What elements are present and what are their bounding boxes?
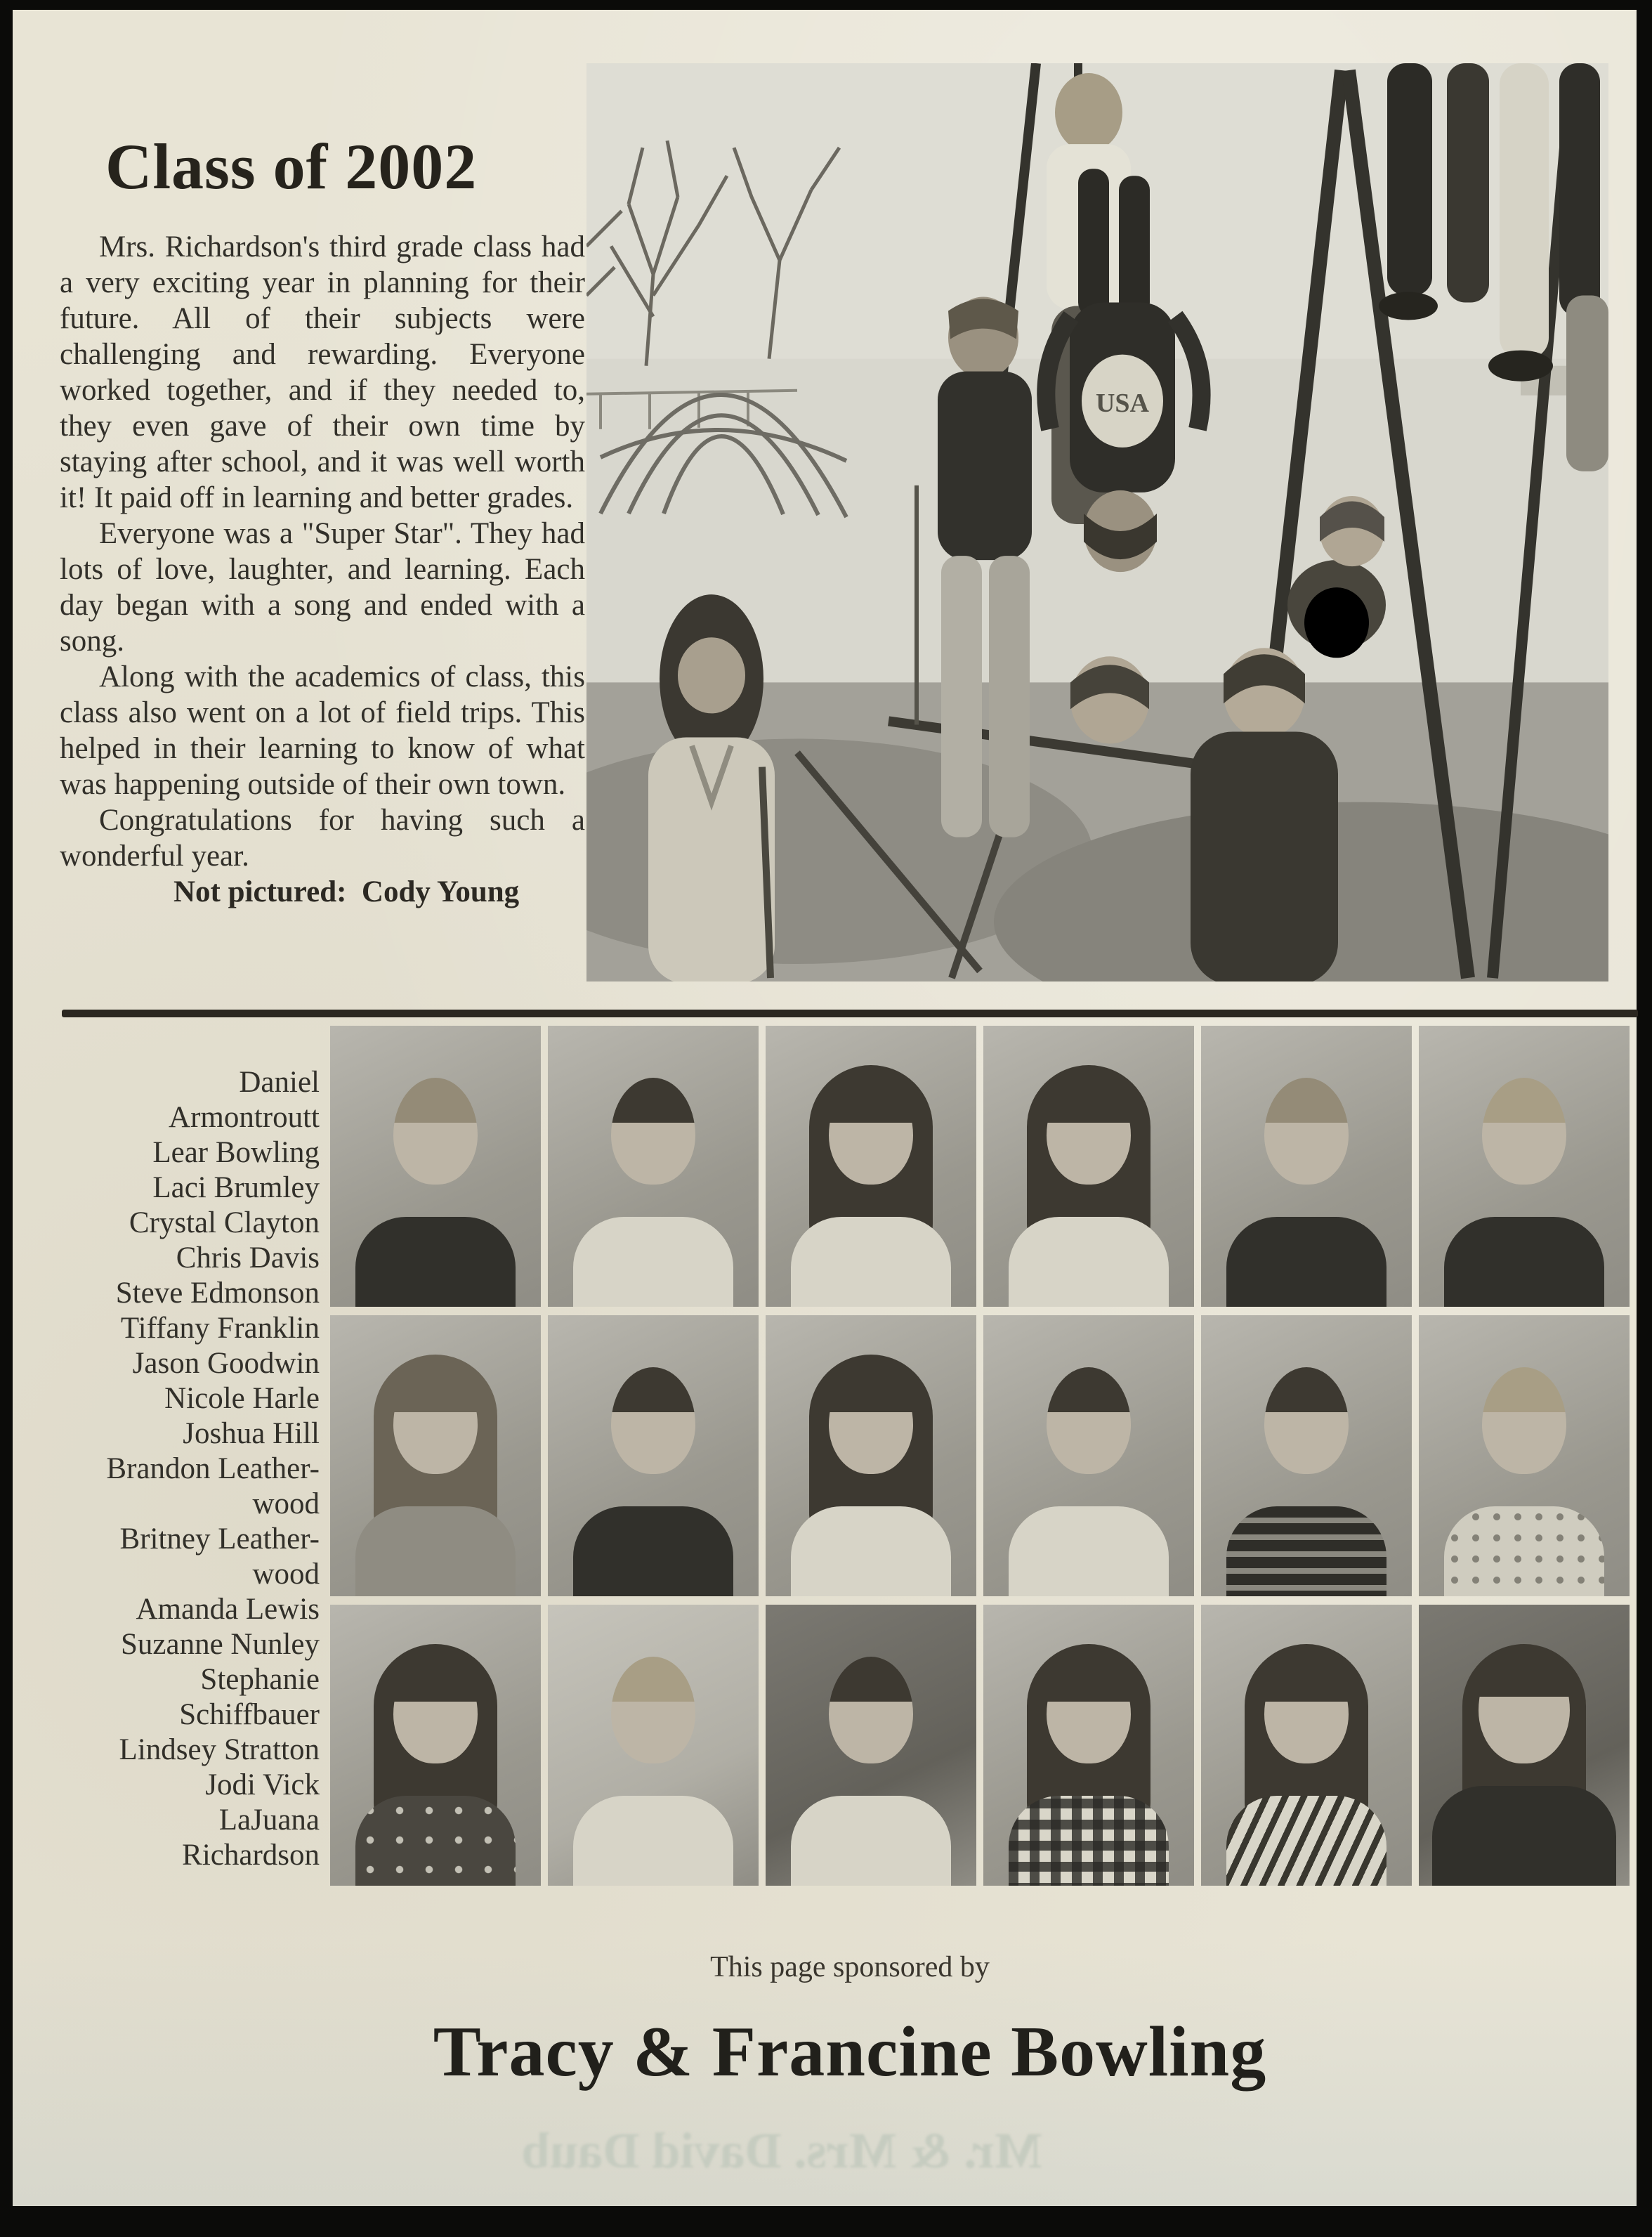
- portrait-shoulders: [1009, 1506, 1169, 1596]
- portrait-r2c1: [330, 1315, 541, 1596]
- portrait-head: [829, 1367, 913, 1474]
- names-line: Jodi Vick: [205, 1768, 320, 1801]
- portrait-shoulders: [1226, 1217, 1386, 1307]
- portrait-head: [611, 1367, 695, 1474]
- portrait-r1c1: [330, 1026, 541, 1307]
- names-line: Brandon Leather-: [106, 1452, 320, 1485]
- portrait-r3c5: [1201, 1605, 1412, 1886]
- portrait-head: [1482, 1078, 1566, 1185]
- names-line: Britney Leather-: [119, 1522, 320, 1556]
- portrait-r1c2: [548, 1026, 759, 1307]
- portrait-r1c3: [766, 1026, 976, 1307]
- portrait-shoulders: [355, 1796, 516, 1886]
- girl-glasses: [1320, 496, 1384, 566]
- portrait-r2c3: [766, 1315, 976, 1596]
- article-paragraph-4: Congratulations for having such a wonderful year.: [60, 804, 585, 873]
- names-line: Nicole Harle: [164, 1382, 320, 1415]
- portrait-head: [1047, 1657, 1131, 1763]
- portrait-r1c4: [983, 1026, 1194, 1307]
- portrait-r2c6: [1419, 1315, 1630, 1596]
- playground-photo: [586, 63, 1608, 981]
- portrait-shoulders: [1444, 1217, 1604, 1307]
- svg-text:USA: USA: [1095, 388, 1150, 418]
- portrait-r2c5: [1201, 1315, 1412, 1596]
- names-line: Joshua Hill: [183, 1417, 320, 1450]
- portrait-r1c5: [1201, 1026, 1412, 1307]
- playground-photo-illustration: [586, 63, 1608, 981]
- names-line: wood: [252, 1487, 320, 1520]
- portrait-shoulders: [573, 1796, 733, 1886]
- sponsor-lead-text: This page sponsored by: [710, 1951, 990, 1983]
- class-summary-article: [60, 229, 585, 910]
- portrait-r3c1: [330, 1605, 541, 1886]
- names-line: Amanda Lewis: [136, 1593, 320, 1626]
- portrait-r2c2: [548, 1315, 759, 1596]
- portrait-head: [393, 1367, 478, 1474]
- names-line: Steve Edmonson: [115, 1277, 320, 1310]
- portrait-r2c4: [983, 1315, 1194, 1596]
- portrait-r1c6: [1419, 1026, 1630, 1307]
- portrait-head: [829, 1657, 913, 1763]
- names-line: wood: [252, 1558, 320, 1591]
- names-line: Lindsey Stratton: [119, 1733, 320, 1766]
- portrait-shoulders: [1226, 1506, 1386, 1596]
- portrait-shoulders: [1009, 1217, 1169, 1307]
- article-paragraph-2: Everyone was a "Super Star". They had lots of love, laughter, and learning. Each day began with a song and ended with a song.: [60, 517, 585, 658]
- yearbook-page: [13, 10, 1637, 2206]
- portrait-grid: [330, 1026, 1630, 1886]
- names-line: Jason Goodwin: [132, 1347, 320, 1380]
- portrait-shoulders: [573, 1506, 733, 1596]
- names-line: Suzanne Nunley: [120, 1628, 320, 1661]
- portrait-shoulders: [1444, 1506, 1604, 1596]
- names-line: Daniel: [239, 1066, 320, 1099]
- portrait-head: [1047, 1078, 1131, 1185]
- portrait-shoulders: [355, 1217, 516, 1307]
- names-line: Schiffbauer: [179, 1698, 320, 1731]
- portrait-shoulders: [1226, 1796, 1386, 1886]
- portrait-head: [1479, 1648, 1570, 1763]
- portrait-shoulders: [573, 1217, 733, 1307]
- article-paragraph-1: Mrs. Richardson's third grade class had a very exciting year in planning for their future. All of their subjects were challenging and rewarding. Everyone worked together, and if they needed to, they even gave of their own time by staying after school, and it was well worth it! It paid off in learning and better grades.: [60, 230, 585, 514]
- not-pictured-note: Not pictured: Cody Young: [173, 875, 520, 908]
- portrait-head: [1264, 1657, 1349, 1763]
- portrait-shoulders: [1432, 1786, 1616, 1886]
- names-line: Stephanie: [200, 1663, 320, 1696]
- page-title: Class of 2002: [105, 131, 478, 202]
- portrait-head: [829, 1078, 913, 1185]
- portrait-r3c6-teacher: [1419, 1605, 1630, 1886]
- portrait-shoulders: [791, 1506, 951, 1596]
- names-line: Richardson: [182, 1839, 320, 1872]
- portrait-head: [1264, 1078, 1349, 1185]
- names-line: Chris Davis: [176, 1241, 320, 1274]
- names-line: Tiffany Franklin: [120, 1312, 320, 1345]
- portrait-head: [393, 1657, 478, 1763]
- portrait-head: [393, 1078, 478, 1185]
- article-paragraph-3: Along with the academics of class, this class also went on a lot of field trips. This helped in their learning to know of what was happening outside of their own town.: [60, 660, 585, 801]
- names-line: Laci Brumley: [152, 1171, 320, 1204]
- portrait-head: [1264, 1367, 1349, 1474]
- names-line: Armontroutt: [169, 1101, 320, 1134]
- portrait-head: [611, 1657, 695, 1763]
- portrait-r3c3: [766, 1605, 976, 1886]
- portrait-shoulders: [791, 1796, 951, 1886]
- student-names-list: [60, 1065, 320, 1873]
- portrait-r3c4: [983, 1605, 1194, 1886]
- portrait-shoulders: [355, 1506, 516, 1596]
- names-line: Lear Bowling: [152, 1136, 320, 1169]
- portrait-head: [1482, 1367, 1566, 1474]
- names-line: Crystal Clayton: [129, 1206, 320, 1239]
- section-divider-rule: [62, 1010, 1638, 1017]
- portrait-shoulders: [1009, 1796, 1169, 1886]
- portrait-head: [1047, 1367, 1131, 1474]
- showthrough-ghost-text: Mr. & Mrs. David Daub: [521, 2122, 1042, 2179]
- names-line: LaJuana: [218, 1804, 320, 1837]
- portrait-r3c2: [548, 1605, 759, 1886]
- portrait-head: [611, 1078, 695, 1185]
- girl-light-jacket: [648, 594, 775, 981]
- portrait-shoulders: [791, 1217, 951, 1307]
- sponsor-name: Tracy & Francine Bowling: [433, 2012, 1267, 2092]
